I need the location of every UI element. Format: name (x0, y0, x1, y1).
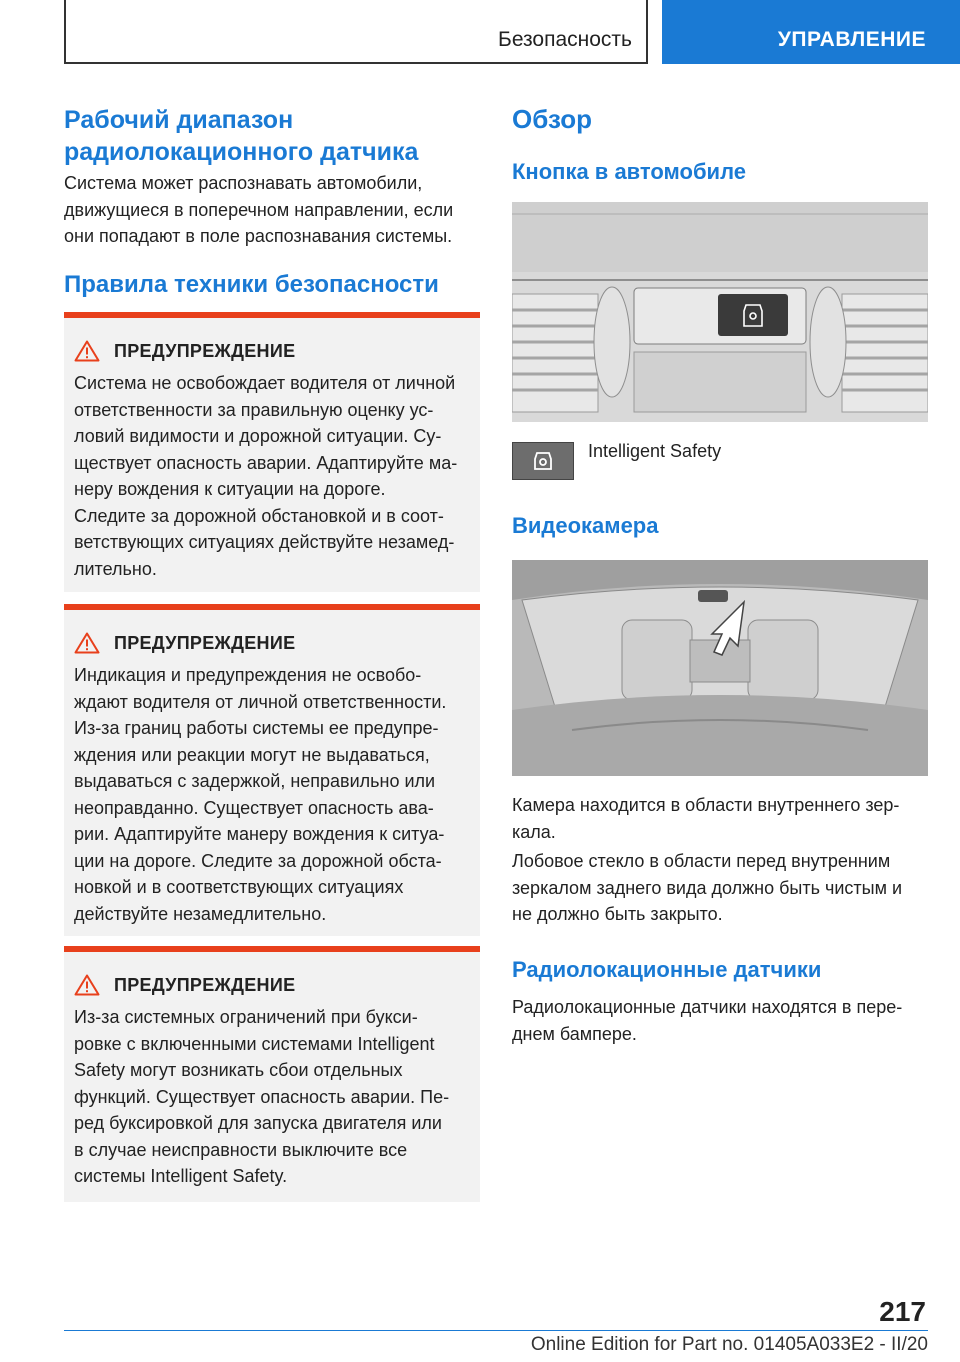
rules-title: Правила техники безопасности (64, 271, 439, 298)
text-line: Система не освобождает водителя от личной (74, 373, 456, 393)
intelligent-safety-icon (531, 449, 555, 473)
warning-label: ПРЕДУПРЕЖДЕНИЕ (114, 340, 296, 361)
header-chapter-tab (662, 0, 960, 64)
camera-text-2 (512, 848, 928, 928)
range-title-line-1: Рабочий диапазон (64, 106, 294, 134)
text-line: ред буксировкой для запуска двигателя или (74, 1113, 442, 1133)
text-line: неру вождения к ситуации на дороге. (74, 479, 386, 499)
text-line: выдаваться с задержкой, неправильно или (74, 771, 436, 791)
text-line: неоправданно. Существует опасность ава- (74, 797, 434, 818)
text-line: ответственности за правильную оценку ус- (74, 399, 434, 420)
warning-triangle-icon (74, 340, 100, 362)
text-line: они попадают в поле распознавания системы. (64, 226, 453, 246)
radar-title: Радиолокационные датчики (512, 957, 822, 982)
text-line: ществует опасность аварии. Адаптируйте ма- (74, 452, 458, 473)
button-title: Кнопка в автомобиле (512, 159, 746, 184)
range-title-line-2: радиолокационного датчика (64, 138, 419, 166)
text-line: Лобовое стекло в области перед внутренним (512, 851, 891, 871)
warning-text (64, 654, 480, 927)
warning-box-1 (64, 312, 480, 592)
car-interior-illustration (512, 560, 928, 776)
intelligent-safety-button (512, 442, 574, 480)
range-text (64, 170, 480, 250)
text-line: лительно. (74, 558, 157, 579)
text-line: новкой и в соответствующих ситуациях (74, 877, 404, 897)
page-number: 217 (879, 1296, 926, 1327)
text-line: рии. Адаптируйте манеру вождения к ситуа- (74, 824, 445, 844)
text-line: ждения или реакции могут не выдаваться, (74, 744, 430, 765)
text-line: Радиолокационные датчики находятся в пере- (512, 997, 903, 1017)
warning-label: ПРЕДУПРЕЖДЕНИЕ (114, 974, 296, 995)
camera-figure (512, 560, 928, 776)
warning-header (64, 318, 480, 362)
footer-edition: Online Edition for Part no. 01405A033E2 - II/20 (530, 1334, 928, 1355)
text-line: действуйте незамедлительно. (74, 903, 327, 924)
warning-header (64, 610, 480, 654)
dashboard-button-figure (512, 202, 928, 422)
camera-title: Видеокамера (512, 513, 659, 538)
text-line: Система может распознавать автомобили, (64, 173, 423, 193)
header-section-label: Безопасность (498, 28, 632, 51)
warning-triangle-icon (74, 974, 100, 996)
footer-divider (64, 1330, 928, 1331)
text-line: Из-за границ работы системы ее предупре- (74, 718, 439, 738)
text-line: в случае неисправности выключите все (74, 1139, 408, 1160)
overview-title: Обзор (512, 104, 592, 134)
text-line: зеркалом заднего вида должно быть чистым и (512, 877, 903, 898)
dashboard-illustration (512, 202, 928, 422)
text-line: не должно быть закрыто. (512, 904, 723, 924)
warning-box-2 (64, 604, 480, 936)
range-title (64, 104, 418, 168)
warning-text (64, 362, 480, 582)
warning-text (64, 996, 480, 1190)
radar-text (512, 994, 928, 1047)
text-line: ции на дороге. Следите за дорожной обста- (74, 850, 442, 871)
warning-box-3 (64, 946, 480, 1202)
text-line: ветствующих ситуациях действуйте незамед- (74, 532, 455, 552)
camera-text-1 (512, 792, 928, 845)
text-line: Камера находится в области внутреннего зер- (512, 795, 900, 815)
text-line: днем бампере. (512, 1023, 637, 1044)
header-section-tab (64, 0, 648, 64)
text-line: Индикация и предупреждения не освобо- (74, 665, 422, 685)
warning-triangle-icon (74, 632, 100, 654)
text-line: ровке с включенными системами Intelligent (74, 1033, 435, 1054)
header-chapter-label: УПРАВЛЕНИЕ (777, 28, 926, 51)
text-line: ловий видимости и дорожной ситуации. Су- (74, 426, 442, 446)
warning-label: ПРЕДУПРЕЖДЕНИЕ (114, 632, 296, 653)
text-line: Из-за системных ограничений при букси- (74, 1007, 418, 1027)
warning-header (64, 952, 480, 996)
text-line: кала. (512, 821, 556, 842)
text-line: функций. Существует опасность аварии. Пе- (74, 1086, 450, 1107)
text-line: ждают водителя от личной ответственности. (74, 691, 447, 712)
text-line: движущиеся в поперечном направлении, если (64, 199, 454, 220)
button-label: Intelligent Safety (588, 441, 722, 461)
text-line: системы Intelligent Safety. (74, 1166, 288, 1186)
text-line: Safety могут возникать сбои отдельных (74, 1060, 403, 1080)
text-line: Следите за дорожной обстановкой и в соот- (74, 505, 444, 526)
